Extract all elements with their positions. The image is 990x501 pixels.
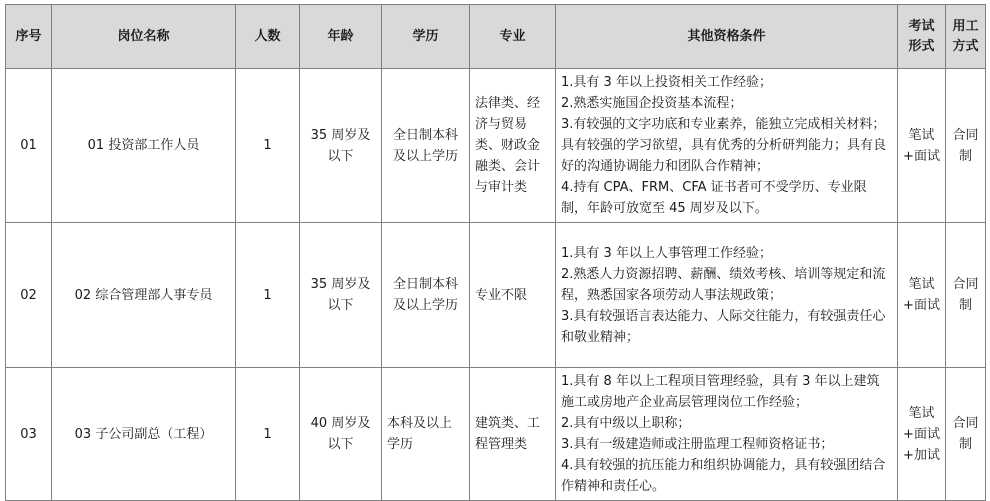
cell-employment: 合同制 (946, 69, 986, 223)
header-row (6, 5, 986, 69)
requirement-line: 1.具有 3 年以上人事管理工作经验； (561, 245, 772, 261)
cell-exam: 笔试+面试+加试 (898, 368, 946, 501)
table-row (6, 368, 986, 501)
header-requirements: 其他资格条件 (556, 5, 898, 69)
header-seq: 序号 (6, 5, 52, 69)
requirement-line: 3.具有较强语言表达能力、人际交往能力，有较强责任心和敬业精神； (561, 308, 886, 345)
requirement-line: 3.具有一级建造师或注册监理工程师资格证书； (561, 437, 834, 452)
cell-position: 03 子公司副总（工程） (52, 368, 236, 501)
requirement-line: 2.熟悉实施国企投资基本流程； (561, 96, 743, 111)
cell-age: 40 周岁及以下 (300, 368, 382, 501)
header-major: 专业 (470, 5, 556, 69)
cell-education: 全日制本科及以上学历 (382, 223, 470, 368)
cell-seq: 03 (6, 368, 52, 501)
cell-age: 35 周岁及以下 (300, 223, 382, 368)
cell-employment: 合同制 (946, 368, 986, 501)
requirement-line: 2.具有中级以上职称； (561, 416, 691, 431)
cell-exam: 笔试+面试 (898, 69, 946, 223)
requirement-line: 4.持有 CPA、FRM、CFA 证书者可不受学历、专业限制，年龄可放宽至 45 周岁及以下。 (561, 180, 867, 216)
requirement-line: 1.具有 8 年以上工程项目管理经验，具有 3 年以上建筑施工或房地产企业高层管理岗位工作经验； (561, 374, 880, 410)
cell-seq: 01 (6, 69, 52, 223)
cell-seq: 02 (6, 223, 52, 368)
cell-major: 法律类、经济与贸易类、财政金融类、会计与审计类 (470, 69, 556, 223)
cell-exam: 笔试+面试 (898, 223, 946, 368)
header-age: 年龄 (300, 5, 382, 69)
cell-count: 1 (236, 69, 300, 223)
table-row (6, 69, 986, 223)
header-position: 岗位名称 (52, 5, 236, 69)
cell-requirements (556, 223, 898, 368)
cell-education: 本科及以上学历 (382, 368, 470, 501)
requirement-line: 1.具有 3 年以上投资相关工作经验； (561, 75, 772, 90)
cell-major: 专业不限 (470, 223, 556, 368)
requirement-line: 2.熟悉人力资源招聘、薪酬、绩效考核、培训等规定和流程，熟悉国家各项劳动人事法规政策； (561, 266, 886, 303)
cell-age: 35 周岁及以下 (300, 69, 382, 223)
cell-count: 1 (236, 223, 300, 368)
requirement-line: 4.具有较强的抗压能力和组织协调能力，具有较强团结合作精神和责任心。 (561, 458, 886, 494)
requirement-line: 3.有较强的文字功底和专业素养，能独立完成相关材料；具有较强的学习欲望，具有优秀的分析研判能力；具有良好的沟通协调能力和团队合作精神； (561, 117, 887, 174)
cell-education: 全日制本科及以上学历 (382, 69, 470, 223)
header-exam: 考试形式 (898, 5, 946, 69)
cell-position: 02 综合管理部人事专员 (52, 223, 236, 368)
cell-requirements (556, 69, 898, 223)
cell-major: 建筑类、工程管理类 (470, 368, 556, 501)
recruitment-table (5, 4, 986, 501)
table-row (6, 223, 986, 368)
cell-employment: 合同制 (946, 223, 986, 368)
header-employment: 用工方式 (946, 5, 986, 69)
cell-requirements (556, 368, 898, 501)
cell-position: 01 投资部工作人员 (52, 69, 236, 223)
header-count: 人数 (236, 5, 300, 69)
cell-count: 1 (236, 368, 300, 501)
header-education: 学历 (382, 5, 470, 69)
